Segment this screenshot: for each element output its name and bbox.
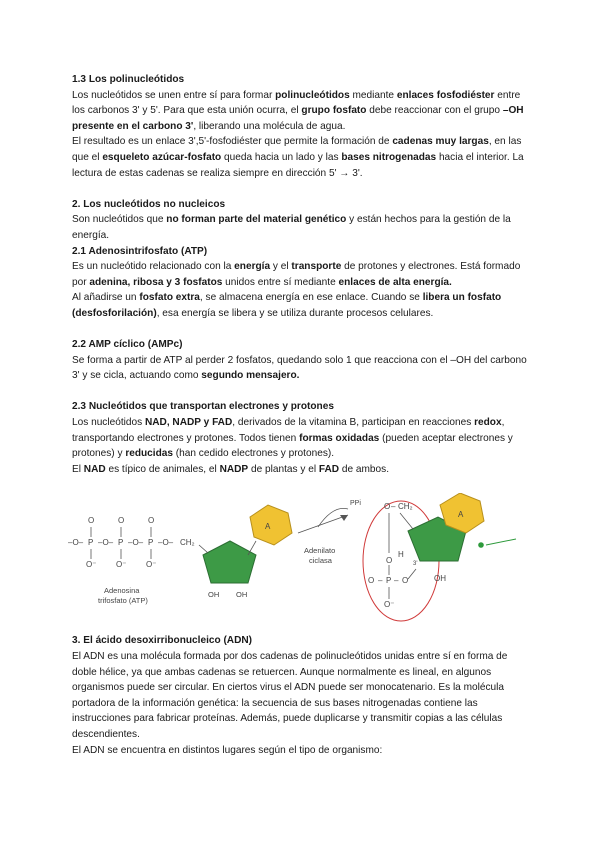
svg-text:O: O [118, 516, 125, 526]
paragraph-adn-1: El ADN es una molécula formada por dos cadenas de polinucleótidos unidas entre sí en forma de doble hélice, ya que ambas cadenas se retuercen. Aunque normalmente es lineal, en algunos organismos puede ser circular. En ciertos virus el ADN puede ser monocatenario. Es la molécula portadora de la información genética: la secuencia de sus bases nitrogenadas contiene las instrucciones para fabricar proteínas. Además, puede duplicarse y transmitir copias a las células descendientes. [72, 651, 508, 740]
svg-text:–: – [378, 576, 383, 586]
ppi-label: PPi [350, 500, 361, 508]
section-title-2-3: 2.3 Nucleótidos que transportan electrones y protones [72, 401, 334, 413]
svg-text:OH: OH [434, 574, 446, 584]
phosphate-chain-start: –O– [68, 538, 84, 548]
paragraph-adn-2: El ADN se encuentra en distintos lugares según el tipo de organismo: [72, 744, 383, 756]
svg-text:H: H [398, 550, 404, 560]
paragraph-ampc: Se forma a partir de ATP al perder 2 fosfatos, quedando solo 1 que reacciona con el –OH del carbono 3' y se cicla, actuando como segundo mensajero. [72, 354, 527, 382]
svg-text:O⁻: O⁻ [86, 560, 97, 570]
atp-ribose-sugar [203, 541, 256, 583]
section-title-1-3: 1.3 Los polinucleótidos [72, 74, 185, 85]
svg-text:–O–: –O– [128, 538, 144, 548]
svg-text:O⁻: O⁻ [116, 560, 127, 570]
atp-to-ampc-figure [68, 493, 532, 623]
svg-text:–O–: –O– [158, 538, 174, 548]
atp-adenine-base [250, 505, 292, 545]
camp-ch2-label: CH₂ [398, 502, 413, 512]
paragraph-polinucleotidos-2: El resultado es un enlace 3',5'-fosfodiéster que permite la formación de cadenas muy largas, en las que el esqueleto azúcar-fosfato queda hacia un lado y las bases nitrogenadas hacia el interior. La lectura de estas cadenas se realiza siempre en dirección 5' → 3'. [72, 136, 524, 179]
marker-line [486, 539, 516, 545]
paragraph-transportadores-2: El NAD es típico de animales, el NADP de plantas y el FAD de ambos. [72, 463, 389, 475]
ch2-label: CH₂ [180, 538, 195, 548]
section-title-2: 2. Los nucleótidos no nucleicos [72, 198, 226, 210]
svg-text:O⁻: O⁻ [146, 560, 157, 570]
enzyme-label-line2: ciclasa [309, 556, 332, 566]
reaction-arrow-line [298, 515, 348, 533]
atp-base-label: A [265, 522, 271, 532]
atp-label-line2: trifosfato (ATP) [98, 596, 148, 606]
svg-text:O: O [368, 576, 375, 586]
svg-text:–: – [391, 502, 396, 512]
phosphate-1: P [88, 538, 94, 548]
svg-text:OH: OH [236, 590, 248, 600]
enzyme-label-line1: Adenilato [304, 546, 336, 556]
svg-text:O: O [386, 556, 393, 566]
svg-text:O⁻: O⁻ [384, 600, 395, 610]
camp-base-label: A [458, 510, 464, 520]
marker-dot [478, 543, 484, 549]
reaction-arrowhead [340, 515, 348, 521]
section-title-2-2: 2.2 AMP cíclico (AMPc) [72, 339, 183, 351]
paragraph-atp-1: Es un nucleótido relacionado con la energía y el transporte de protones y electrones. Está formado por adenina, ribosa y 3 fosfatos unidos entre sí mediante enlaces de alta energía. [72, 261, 521, 288]
camp-phosphate: P [386, 576, 392, 586]
paragraph-transportadores-1: Los nucleótidos NAD, NADP y FAD, derivados de la vitamina B, participan en reacciones redox, transportando electrones y protones. Todos tienen formas oxidadas (pueden aceptar electrones y protones) y reducidas (han cedido electrones y protones). [72, 417, 513, 460]
svg-text:3': 3' [413, 561, 418, 568]
section-title-3: 3. El ácido desoxirribonucleico (ADN) [72, 635, 253, 647]
svg-text:OH: OH [208, 590, 220, 600]
paragraph-atp-2: Al añadirse un fosfato extra, se almacena energía en ese enlace. Cuando se libera un fosfato (desfosforilación), esa energía se libera y se utiliza durante procesos celulares. [72, 292, 502, 319]
atp-label-line1: Adenosina [104, 586, 140, 596]
svg-text:O: O [402, 576, 409, 586]
atp-ampc-diagram [68, 493, 538, 623]
svg-text:O: O [384, 502, 391, 512]
svg-text:–: – [394, 576, 399, 586]
svg-text:O: O [88, 516, 95, 526]
svg-text:O: O [148, 516, 155, 526]
phosphate-2: P [118, 538, 124, 548]
section-title-2-1: 2.1 Adenosintrifosfato (ATP) [72, 245, 208, 257]
document-page [68, 72, 532, 758]
phosphate-3: P [148, 538, 154, 548]
svg-text:–O–: –O– [98, 538, 114, 548]
paragraph-no-nucleicos: Son nucleótidos que no forman parte del material genético y están hechos para la gestión de la energía. [72, 214, 511, 241]
paragraph-polinucleotidos-1: Los nucleótidos se unen entre sí para formar polinucleótidos mediante enlaces fosfodiéster entre los carbonos 3' y 5'. Para que esta unión ocurra, el grupo fosfato debe reaccionar con el grupo –OH presente en el carbono 3', liberando una molécula de agua. [72, 89, 524, 132]
